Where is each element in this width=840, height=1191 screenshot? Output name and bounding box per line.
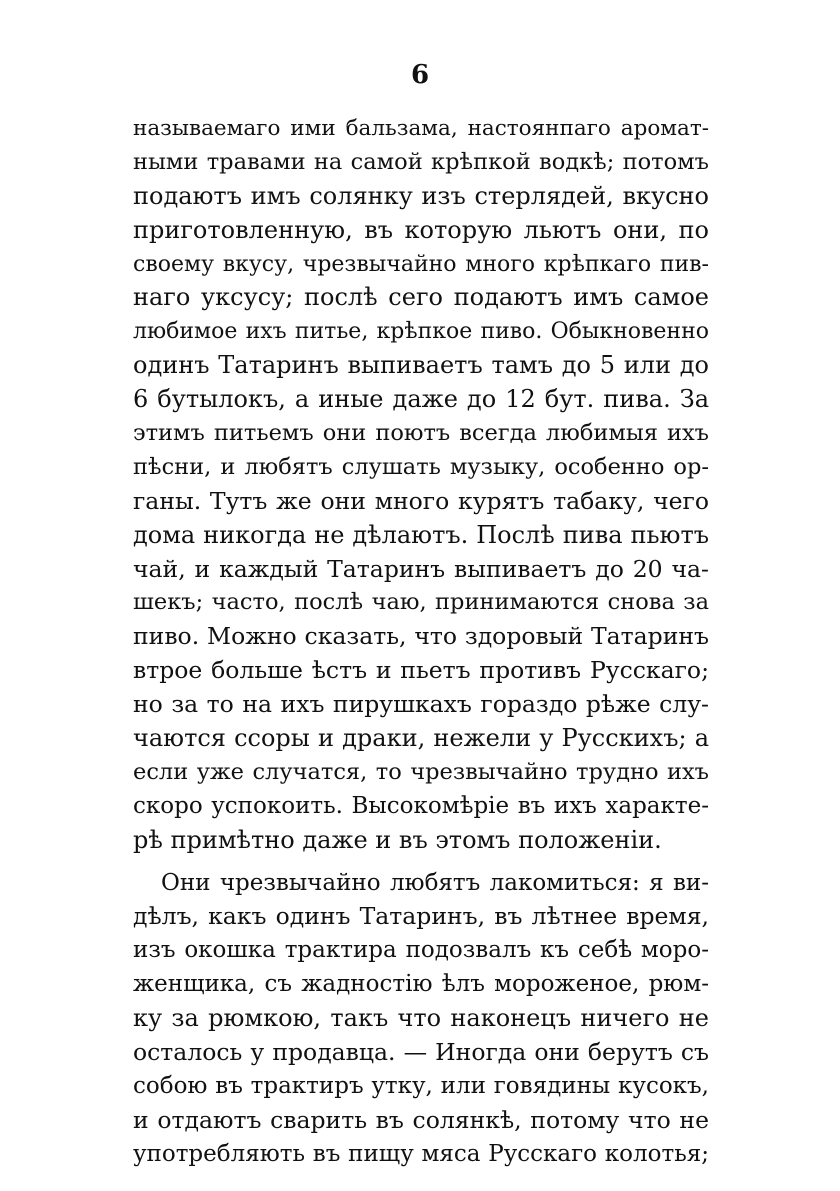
text-line: Они чрезвычайно любятъ лакомиться: я ви-: [161, 869, 709, 896]
text-line: употребляють въ пищу мяса Русскаго колотья;: [133, 1140, 709, 1167]
text-line: этимъ питьемъ они поютъ всегда любимыя ихъ: [133, 420, 709, 447]
text-line: чаются ссоры и драки, нежели у Русскихъ; а: [133, 724, 709, 753]
text-line: называемаго ими бальзама, настоянпаго аромат-: [133, 116, 709, 141]
text-line: подаютъ имъ солянку изъ стерлядей, вкусно: [133, 181, 709, 210]
text-line: своему вкусу, чрезвычайно много крѣпкаго пив-: [133, 251, 709, 277]
text-line: 6 бутылокъ, а иные даже до 12 бут. пива. За: [133, 385, 709, 414]
text-line: втрое больше ѣстъ и пьетъ противъ Русскаго;: [133, 656, 709, 685]
text-line: дѣлъ, какъ одинъ Татаринъ, въ лѣтнее время,: [133, 902, 709, 931]
text-line: но за то на ихъ пирушкахъ гораздо рѣже слу-: [133, 690, 709, 719]
text-line: рѣ примѣтно даже и въ этомъ положеніи.: [133, 825, 662, 854]
text-line: пиво. Можно сказать, что здоровый Татаринъ: [133, 622, 709, 651]
paragraph: [133, 867, 709, 1172]
paragraph: [133, 112, 709, 858]
text-line: приготовленную, въ которую льютъ они, по: [133, 215, 709, 244]
text-line: любимое ихъ питье, крѣпкое пиво. Обыкновенно: [133, 319, 709, 345]
text-line: одинъ Татаринъ выпиваетъ тамъ до 5 или до: [133, 351, 709, 380]
text-line: чай, и каждый Татаринъ выпиваетъ до 20 ча-: [133, 554, 709, 583]
text-line: ными травами на самой крѣпкой водкѣ; потомъ: [133, 148, 709, 175]
text-line: ганы. Тутъ же они много курятъ табаку, чего: [133, 486, 709, 515]
text-line: пѣсни, и любятъ слушать музыку, особенно ор-: [133, 453, 709, 480]
text-line: наго уксусу; послѣ сего подаютъ имъ самое: [133, 283, 709, 312]
text-line: ку за рюмкою, такъ что наконецъ ничего не: [133, 1004, 709, 1033]
page-text: [133, 112, 709, 1172]
text-line: изъ окошка трактира подозвалъ къ себѣ моро-: [133, 937, 709, 964]
text-line: шекъ; часто, послѣ чаю, принимаются снова за: [133, 589, 709, 616]
text-line: осталось у продавца. — Иногда они берутъ съ: [133, 1038, 709, 1067]
text-line: если уже случатся, то чрезвычайно трудно ихъ: [133, 758, 709, 785]
text-line: дома никогда не дѣлаютъ. Послѣ пива пьютъ: [133, 520, 709, 549]
text-line: собою въ трактиръ утку, или говядины кусокъ,: [133, 1072, 709, 1099]
text-line: женщика, съ жадностію ѣлъ мороженое, рюм-: [133, 971, 709, 998]
page-number: 6: [410, 60, 430, 90]
text-line: скоро успокоить. Высокомѣріе въ ихъ характе-: [133, 792, 709, 819]
text-line: и отдаютъ сварить въ солянкѣ, потому что не: [133, 1105, 709, 1134]
